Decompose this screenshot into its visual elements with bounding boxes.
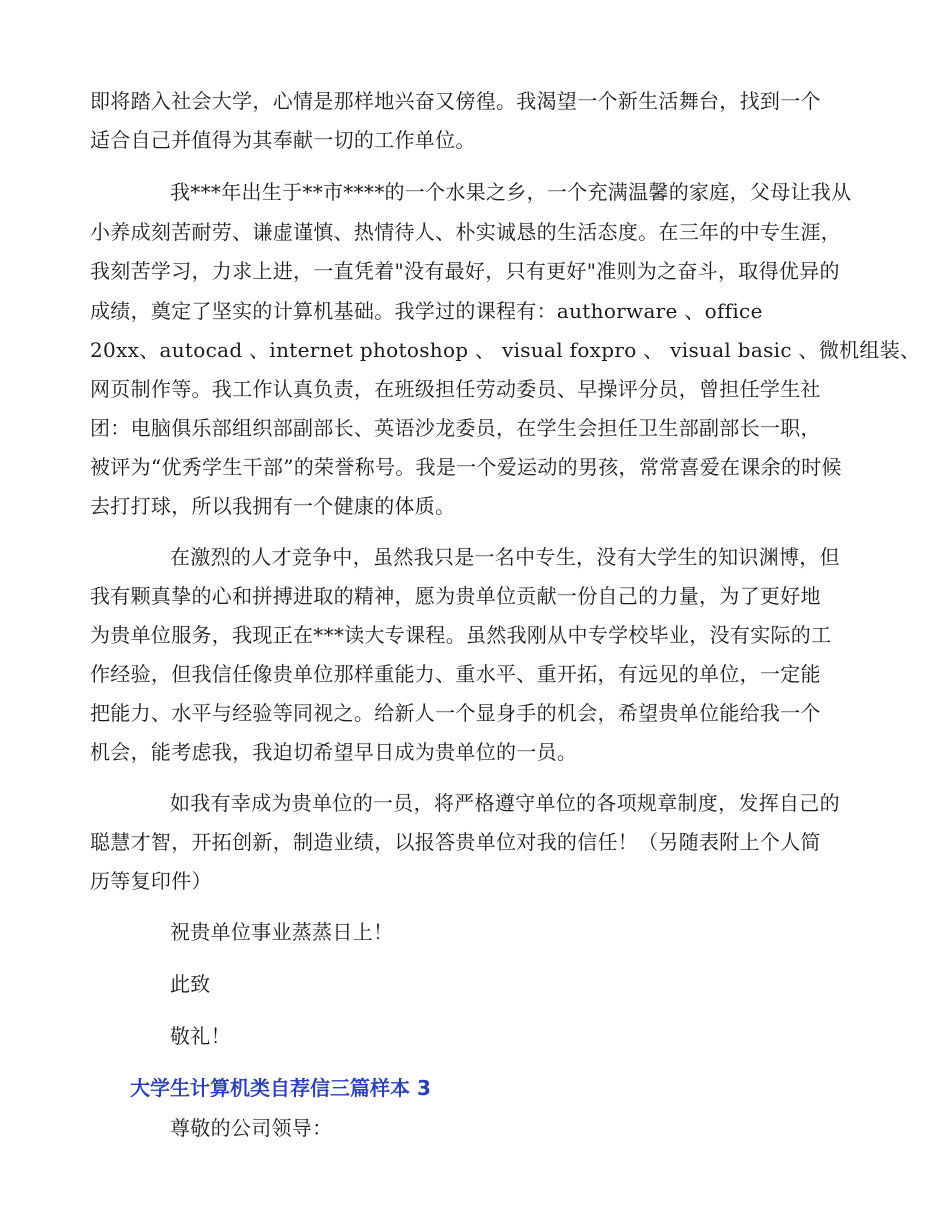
closing-wish: 祝贵单位事业蒸蒸日上！ [170, 920, 394, 944]
greeting: 尊敬的公司领导： [170, 1116, 333, 1140]
paragraph-3-line-3: 为贵单位服务，我现正在***读大专课程。虽然我刚从中专学校毕业，没有实际的工 [90, 623, 832, 647]
paragraph-2-line-7: 团：电脑俱乐部组织部副部长、英语沙龙委员，在学生会担任卫生部副部长一职， [90, 416, 821, 440]
paragraph-3-line-2: 我有颗真挚的心和拼搏进取的精神，愿为贵单位贡献一份自己的力量，为了更好地 [90, 584, 821, 608]
paragraph-4-line-1: 如我有幸成为贵单位的一员，将严格遵守单位的各项规章制度，发挥自己的 [170, 791, 840, 815]
paragraph-1-line-2: 适合自己并值得为其奉献一切的工作单位。 [90, 128, 476, 152]
paragraph-2-line-5: 20xx、autocad 、internet photoshop 、 visual foxpro 、 visual basic 、微机组装、 [90, 338, 921, 362]
paragraph-2-line-4: 成绩，奠定了坚实的计算机基础。我学过的课程有：authorware 、office [90, 299, 763, 323]
paragraph-3-line-6: 机会，能考虑我，我迫切希望早日成为贵单位的一员。 [90, 740, 578, 764]
paragraph-2-line-1: 我***年出生于**市****的一个水果之乡，一个充满温馨的家庭，父母让我从 [170, 180, 852, 204]
paragraph-1-line-1: 即将踏入社会大学，心情是那样地兴奋又傍徨。我渴望一个新生活舞台，找到一个 [90, 89, 821, 113]
paragraph-2-line-9: 去打打球，所以我拥有一个健康的体质。 [90, 494, 456, 518]
section-heading: 大学生计算机类自荐信三篇样本 3 [130, 1076, 431, 1100]
paragraph-3-line-4: 作经验，但我信任像贵单位那样重能力、重水平、重开拓，有远见的单位，一定能 [90, 662, 821, 686]
paragraph-2-line-6: 网页制作等。我工作认真负责，在班级担任劳动委员、早操评分员，曾担任学生社 [90, 377, 821, 401]
closing-salutation: 此致 [170, 972, 211, 996]
paragraph-2-line-8: 被评为“优秀学生干部”的荣誉称号。我是一个爱运动的男孩，常常喜爱在课余的时候 [90, 455, 842, 479]
paragraph-2-line-3: 我刻苦学习，力求上进，一直凭着"没有最好，只有更好"准则为之奋斗，取得优异的 [90, 259, 840, 283]
paragraph-3-line-5: 把能力、水平与经验等同视之。给新人一个显身手的机会，希望贵单位能给我一个 [90, 701, 821, 725]
paragraph-4-line-2: 聪慧才智，开拓创新，制造业绩，以报答贵单位对我的信任！（另随表附上个人简 [90, 830, 821, 854]
paragraph-3-line-1: 在激烈的人才竞争中，虽然我只是一名中专生，没有大学生的知识渊博，但 [170, 545, 840, 569]
paragraph-4-line-3: 历等复印件） [90, 869, 212, 893]
closing-respect: 敬礼！ [170, 1024, 231, 1048]
paragraph-2-line-2: 小养成刻苦耐劳、谦虚谨慎、热情待人、朴实诚恳的生活态度。在三年的中专生涯， [90, 220, 842, 244]
